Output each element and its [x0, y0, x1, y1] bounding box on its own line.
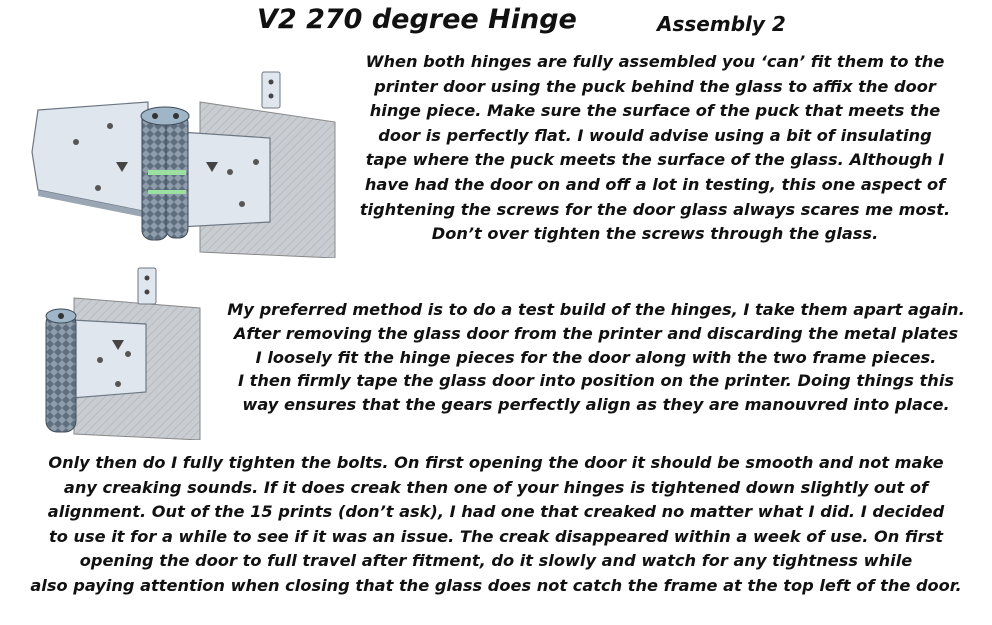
page-title: V2 270 degree Hinge: [257, 4, 577, 35]
text-line: printer door using the puck behind the glass to affix the door: [374, 76, 936, 96]
text-line: My preferred method is to do a test build of the hinges, I take them apart again.: [227, 300, 965, 319]
paragraph-preferred-method: [205, 298, 987, 417]
text-line: tape where the puck meets the surface of the glass. Although I: [365, 150, 945, 170]
text-line: door is perfectly flat. I would advise using a bit of insulating: [378, 125, 932, 145]
puck-piece: [262, 72, 280, 108]
door-hinge-plate: [72, 320, 146, 398]
text-line: way ensures that the gears perfectly align as they are manouvred into place.: [242, 395, 950, 415]
text-line: also paying attention when closing that the glass does not catch the frame at the top left of the door.: [30, 575, 962, 595]
paragraph-fitting-instructions: [345, 50, 965, 247]
frame-hinge-plate: [32, 102, 148, 218]
hinge-on-door-illustration: [42, 264, 202, 440]
text-line: hinge piece. Make sure the surface of the puck that meets the: [369, 101, 941, 121]
text-line: After removing the glass door from the printer and discarding the metal plates: [233, 323, 959, 343]
page-subtitle: Assembly 2: [657, 12, 786, 36]
text-line: any creaking sounds. If it does creak then one of your hinges is tightened down slightly out of: [63, 477, 929, 497]
hinge-knuckle-gears: [46, 309, 76, 432]
text-line: I loosely fit the hinge pieces for the door along with the two frame pieces.: [255, 347, 937, 367]
text-line: Only then do I fully tighten the bolts. On first opening the door it should be smooth and not make: [48, 453, 944, 472]
text-line: I then firmly tape the glass door into position on the printer. Doing things this: [237, 371, 955, 391]
paragraph-final-tightening: [6, 451, 986, 599]
text-line: opening the door to full travel after fitment, do it slowly and watch for any tightness while: [79, 551, 913, 571]
text-line: tightening the screws for the door glass always scares me most.: [359, 199, 951, 219]
hinge-assembly-illustration: [30, 62, 340, 258]
text-line: Don’t over tighten the screws through the glass.: [431, 224, 879, 244]
text-line: When both hinges are fully assembled you ‘can’ fit them to the: [365, 52, 945, 71]
text-line: have had the door on and off a lot in testing, this one aspect of: [364, 174, 946, 194]
door-hinge-plate: [180, 132, 270, 227]
hinge-knuckle-gears: [141, 107, 189, 240]
text-line: alignment. Out of the 15 prints (don’t ask), I had one that creaked no matter what I did. I decided: [47, 502, 945, 522]
text-line: to use it for a while to see if it was an issue. The creak disappeared within a week of use. On first: [48, 526, 944, 546]
puck-piece: [138, 268, 156, 304]
